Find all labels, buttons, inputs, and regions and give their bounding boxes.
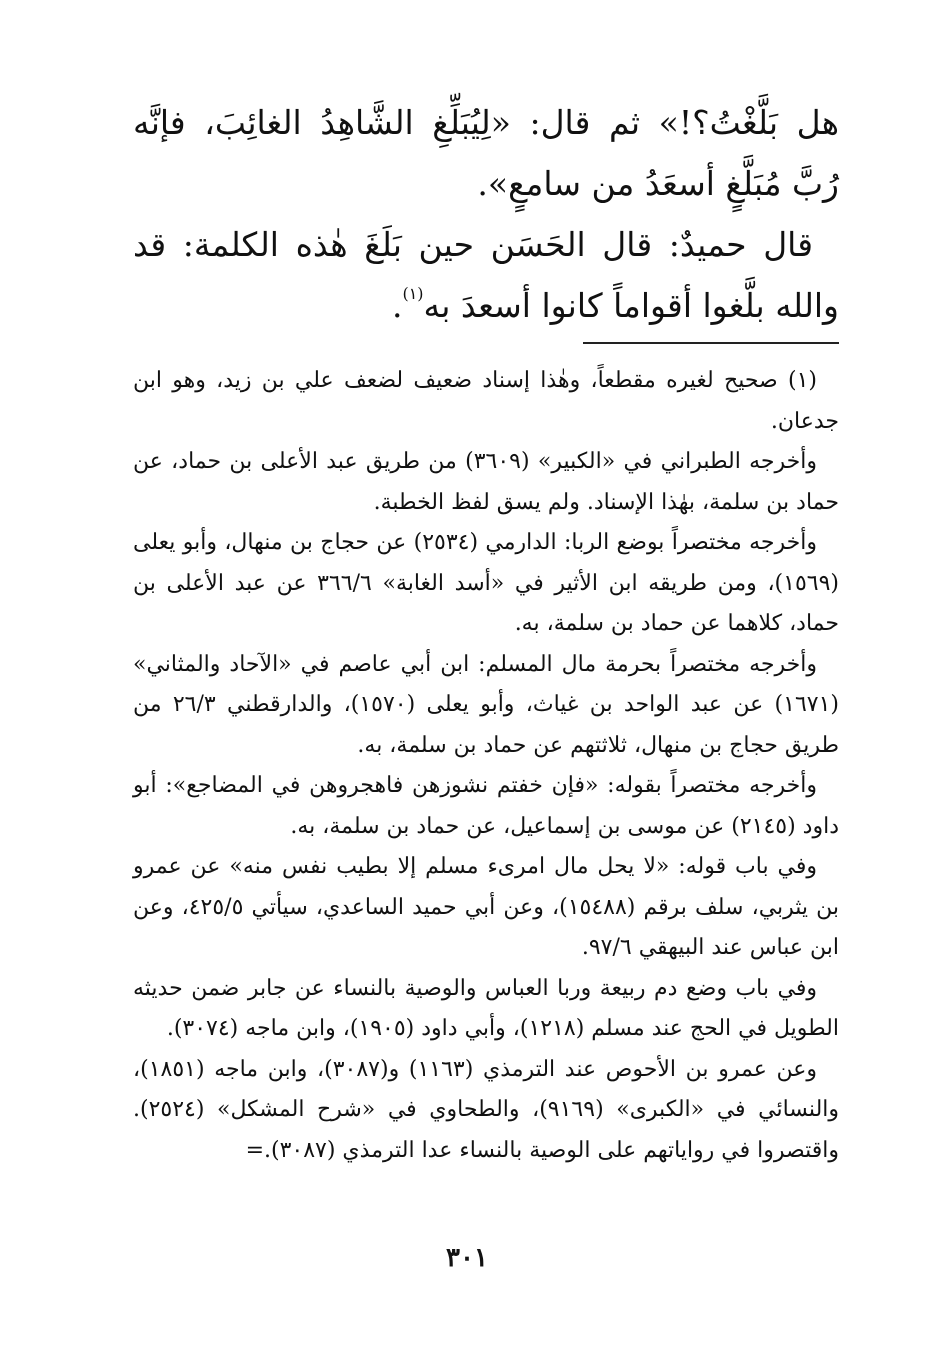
footnote-paragraph: وأخرجه مختصراً بحرمة مال المسلم: ابن أبي عاصم في «الآحاد والمثاني» (١٦٧١) عن عبد الواحد بن غياث، وأبو يعلى (١٥٧٠)، والدارقطني ٢٦/٣ من طريق حجاج بن منهال، ثلاثتهم عن حماد بن سلمة، به. bbox=[133, 651, 839, 758]
footnote-paragraph: وفي باب وضع دم ربيعة وربا العباس والوصية بالنساء عن جابر ضمن حديثه الطويل في الحج عند مسلم (١٢١٨)، وأبي داود (١٩٠٥)، وابن ماجه (٣٠٧٤). bbox=[133, 975, 839, 1041]
main-paragraph: قال حميدٌ: قال الحَسَن حين بَلَغَ هٰذه الكلمة: قد والله بلَّغوا أقواماً كانوا أسعدَ به$^{(١)}$. bbox=[133, 225, 839, 325]
footnote-reference: (١) bbox=[402, 284, 424, 303]
footnote-separator bbox=[583, 342, 839, 344]
footnotes bbox=[133, 361, 839, 1171]
footnote-paragraph: وأخرجه مختصراً بوضع الربا: الدارمي (٢٥٣٤) عن حجاج بن منهال، وأبو يعلى (١٥٦٩)، ومن طريقه ابن الأثير في «أسد الغابة» ٣٦٦/٦ عن عبد الأعلى بن حماد، كلاهما عن حماد بن سلمة، به. bbox=[133, 530, 839, 636]
page-number: ٣٠١ bbox=[446, 1243, 488, 1273]
main-paragraph: هل بَلَّغْتُ؟!» ثم قال: «لِيُبَلِّغِ الشَّاهِدُ الغائِبَ، فإنَّه رُبَّ مُبَلَّغٍ أسعَدُ من سامعٍ». bbox=[133, 103, 839, 203]
footnote-paragraph: وأخرجه مختصراً بقوله: «فإن خفتم نشوزهن فاهجروهن في المضاجع»: أبو داود (٢١٤٥) عن موسى بن إسماعيل، عن حماد بن سلمة، به. bbox=[133, 773, 839, 839]
footnote-paragraph: (١) صحيح لغيره مقطعاً، وهٰذا إسناد ضعيف لضعف علي بن زيد، وهو ابن جدعان. bbox=[133, 368, 839, 434]
footnote-paragraph: وعن عمرو بن الأحوص عند الترمذي (١١٦٣) و(٣٠٨٧)، وابن ماجه (١٨٥١)، والنسائي في «الكبرى» (٩١٦٩)، والطحاوي في «شرح المشكل» (٢٥٢٤). واقتصروا في رواياتهم على الوصية بالنساء عدا الترمذي (٣٠٨٧).= bbox=[133, 1056, 840, 1163]
main-text bbox=[133, 92, 839, 336]
footnote-paragraph: وأخرجه الطبراني في «الكبير» (٣٦٠٩) من طريق عبد الأعلى بن حماد، عن حماد بن سلمة، بهٰذا الإسناد. ولم يسق لفظ الخطبة. bbox=[133, 449, 839, 515]
main-paragraph-text: قال حميدٌ: قال الحَسَن حين بَلَغَ هٰذه الكلمة: قد والله بلَّغوا أقواماً كانوا أسعدَ به bbox=[133, 225, 839, 325]
footnote-paragraph: وفي باب قوله: «لا يحل مال امرىء مسلم إلا بطيب نفس منه» عن عمرو بن يثربي، سلف برقم (١٥٤٨٨)، وعن أبي حميد الساعدي، سيأتي ٤٢٥/٥، وعن ابن عباس عند البيهقي ٩٧/٦. bbox=[133, 854, 840, 960]
